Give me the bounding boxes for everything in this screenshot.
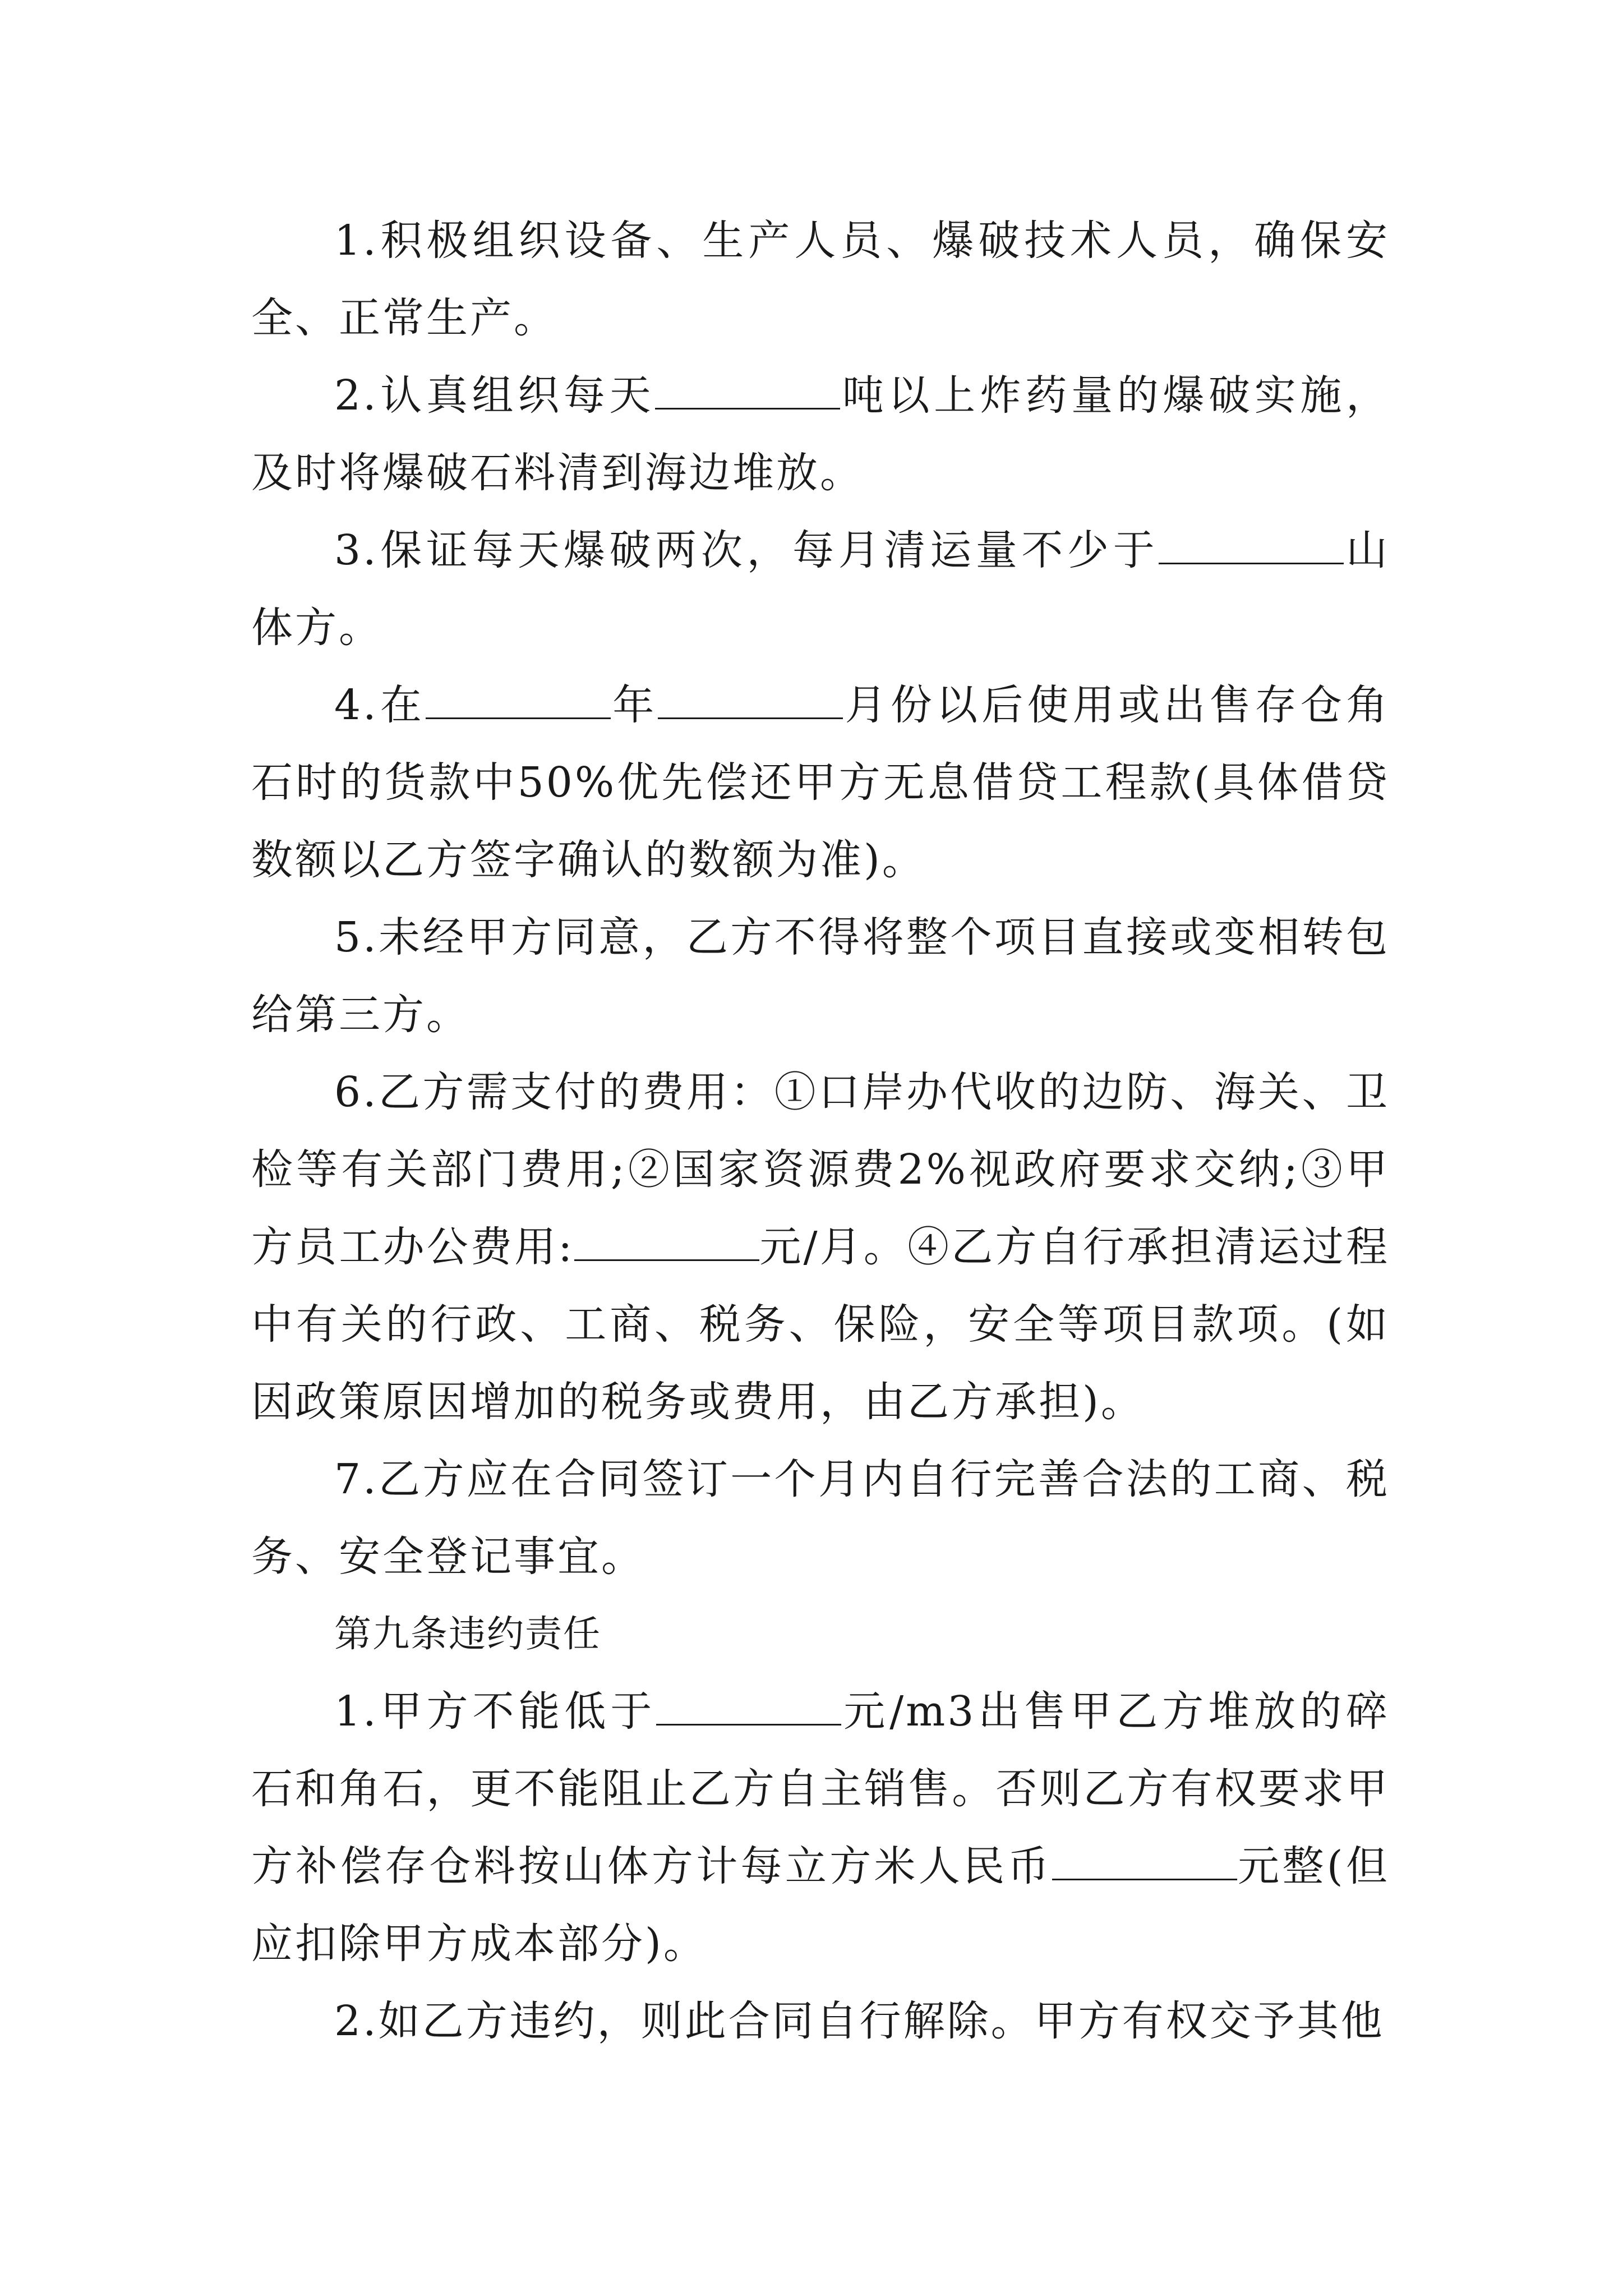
clause-text: 月份以后使用或出售存仓角石时的货款中50%优先偿还甲方无息借贷工程款(具体借贷数额以乙方签字确认的数额为准)。: [251, 681, 1390, 884]
fill-in-blank[interactable]: [655, 374, 840, 409]
clause-item-6: [251, 1053, 1390, 1441]
clause-text: 2.认真组织每天: [334, 371, 656, 420]
liability-item-1: [251, 1673, 1390, 1982]
fill-in-blank[interactable]: [1052, 1845, 1237, 1880]
fill-in-blank[interactable]: [574, 1226, 759, 1261]
clause-item-2: [251, 357, 1390, 512]
clause-item-5: [251, 899, 1390, 1053]
clause-text: 7.乙方应在合同签订一个月内自行完善合法的工商、税务、安全登记事宜。: [251, 1455, 1390, 1581]
clause-text: 1.积极组织设备、生产人员、爆破技术人员，确保安全、正常生产。: [251, 217, 1390, 342]
clause-text: 元/m3出售甲乙方堆放的碎石和角石，更不能阻止乙方自主销售。否则乙方有权要求甲方补偿存仓料按山体方计每立方米人民币: [251, 1687, 1390, 1890]
liability-item-2: [251, 1982, 1390, 2060]
clause-text: 山体方。: [251, 526, 1390, 652]
clause-item-7: [251, 1441, 1390, 1595]
clause-text: 1.甲方不能低于: [334, 1687, 657, 1736]
section-heading: [251, 1595, 1390, 1673]
clause-text: 2.如乙方违约，则此合同自行解除。甲方有权交予其他: [334, 1997, 1385, 2045]
clause-item-4: [251, 666, 1390, 899]
fill-in-blank[interactable]: [656, 1690, 841, 1726]
clause-text: 元整(但应扣除甲方成本部分)。: [251, 1842, 1390, 1968]
clause-item-1: [251, 202, 1390, 357]
fill-in-blank[interactable]: [426, 684, 611, 719]
fill-in-blank[interactable]: [1159, 529, 1344, 564]
heading-text: 第九条违约责任: [334, 1612, 601, 1655]
clause-text: 4.在: [334, 681, 426, 729]
clause-text: 3.保证每天爆破两次，每月清运量不少于: [334, 526, 1159, 574]
clause-text: 6.乙方需支付的费用：①口岸办代收的边防、海关、卫检等有关部门费用;②国家资源费2%视政府要求交纳;③甲方员工办公费用:: [251, 1068, 1390, 1271]
document-page: [251, 202, 1390, 2060]
clause-text: 元/月。④乙方自行承担清运过程中有关的行政、工商、税务、保险，安全等项目款项。(如因政策原因增加的税务或费用，由乙方承担)。: [251, 1223, 1390, 1426]
fill-in-blank[interactable]: [658, 684, 843, 719]
clause-item-3: [251, 512, 1390, 666]
clause-text: 5.未经甲方同意，乙方不得将整个项目直接或变相转包给第三方。: [251, 913, 1390, 1039]
clause-text: 吨以上炸药量的爆破实施，及时将爆破石料清到海边堆放。: [251, 371, 1390, 497]
clause-text: 年: [611, 681, 658, 729]
